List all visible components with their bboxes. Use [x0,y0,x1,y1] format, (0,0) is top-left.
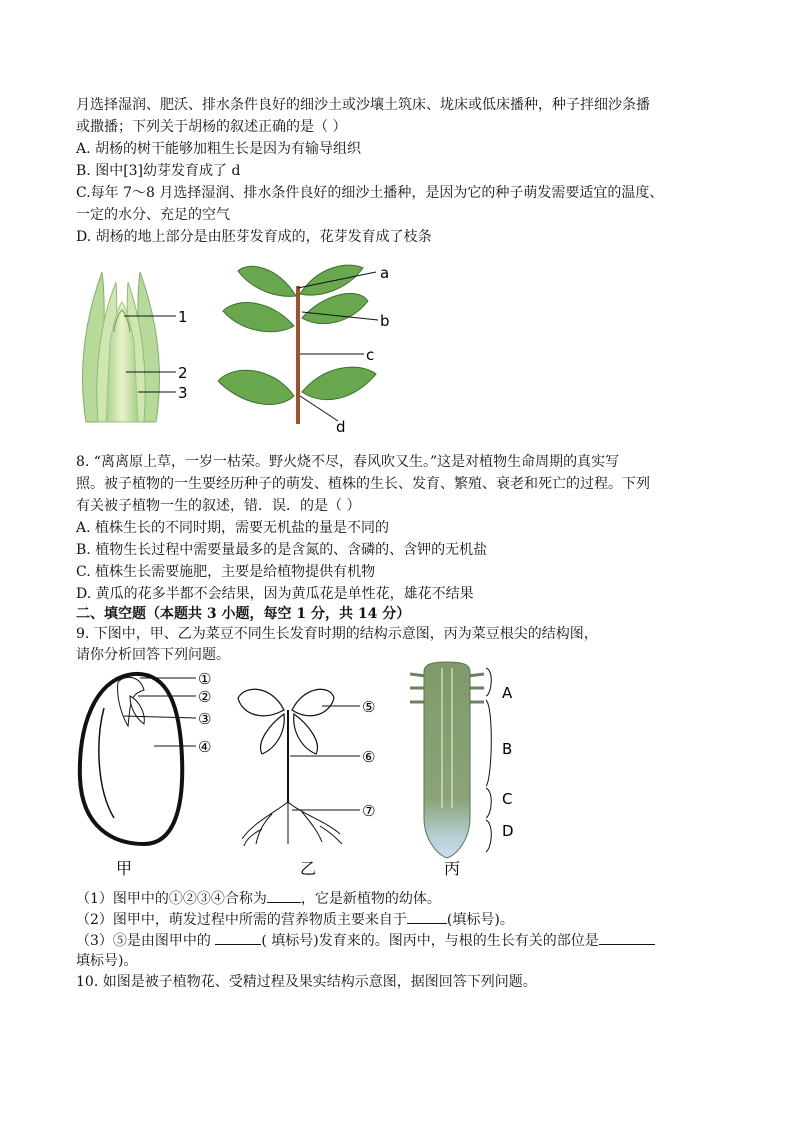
q9-stem-line-2: 请你分析回答下列问题。 [76,647,230,663]
bud-label-3: 3 [178,384,188,402]
q7-option-a: A. 胡杨的树干能够加粗生长是因为有输导组织 [76,141,362,157]
seedling-figure [232,674,392,880]
q8-option-a: A. 植株生长的不同时期，需要无机盐的量是不同的 [76,520,390,536]
plant-label-6: ⑥ [362,748,376,766]
root-label-b: B [502,740,513,758]
bud-label-2: 2 [178,364,188,382]
stem-label-b: b [380,312,390,330]
seed-figure [74,668,234,878]
bud-label-1: 1 [178,308,188,326]
root-label-c: C [502,790,513,808]
q9-stem-line-1: 9. 下图中，甲、乙为菜豆不同生长发育时期的结构示意图，丙为菜豆根尖的结构图， [76,626,598,642]
q9-sub-1 [76,888,441,909]
q8-option-c: C. 植株生长需要施肥，主要是给植物提供有机物 [76,564,376,580]
section-heading: 二、填空题（本题共 3 小题，每空 1 分，共 14 分） [76,606,411,622]
q9-blank-3[interactable] [215,930,261,945]
q7-option-c-line-1: C.每年 7～8 月选择湿润、排水条件良好的细沙土播种，是因为它的种子萌发需要适宜的温度、 [76,185,664,201]
q9-sub-2 [76,909,514,930]
q10-stem: 10. 如图是被子植物花、受精过程及果实结构示意图，据图回答下列问题。 [76,974,537,990]
q9-sub-3-text-b: ( 填标号)发育来的。图丙中，与根的生长有关的部位是 [261,933,599,949]
seed-label-2: ② [198,688,212,706]
stem-label-a: a [380,264,390,282]
q9-sub-1-text-b: ，它是新植物的幼体。 [300,891,441,907]
caption-bing: 丙 [444,859,461,878]
q7-stem-line-2: 或撒播；下列关于胡杨的叙述正确的是（ ） [76,119,347,135]
q8-stem-line-1: 8. “离离原上草，一岁一枯荣。野火烧不尽，春风吹又生。”这是对植物生命周期的真实写 [76,454,620,470]
seed-label-3: ③ [198,710,212,728]
q9-blank-4[interactable] [599,930,655,945]
q7-option-c-line-2: 一定的水分、充足的空气 [76,207,230,223]
root-tip-figure [402,658,532,880]
q9-sub-3-cont: 填标号)。 [76,953,138,969]
root-label-a: A [502,684,513,702]
stem-leaves-figure [218,256,408,436]
plant-label-7: ⑦ [362,802,376,820]
q7-option-d: D. 胡杨的地上部分是由胚芽发育成的，花芽发育成了枝条 [76,229,432,245]
q9-sub-3 [76,930,655,951]
root-label-d: D [502,822,514,840]
q9-sub-2-text-b: (填标号)。 [446,912,514,928]
q9-blank-1[interactable] [267,888,301,903]
plant-label-5: ⑤ [362,698,376,716]
q8-stem-line-3: 有关被子植物一生的叙述，错．误．的是（ ） [76,498,361,514]
q7-stem-line-1: 月选择湿润、肥沃、排水条件良好的细沙土或沙壤土筑床、垅床或低床播种，种子拌细沙条播 [76,97,650,113]
q7-option-b: B. 图中[3]幼芽发育成了 d [76,163,241,179]
q8-option-d: D. 黄瓜的花多半都不会结果，因为黄瓜花是单性花，雄花不结果 [76,586,474,602]
q9-sub-2-text-a: （2）图甲中，萌发过程中所需的营养物质主要来自于 [76,912,407,928]
q8-option-b: B. 植物生长过程中需要量最多的是含氮的、含磷的、含钾的无机盐 [76,542,488,558]
seed-label-4: ④ [198,738,212,756]
q9-sub-1-text-a: （1）图甲中的①②③④合称为 [76,891,267,907]
caption-yi: 乙 [300,859,317,878]
bud-section-figure [76,262,206,432]
caption-jia: 甲 [116,859,133,878]
seed-label-1: ① [198,670,212,688]
stem-label-c: c [366,346,375,364]
q8-stem-line-2: 照。被子植物的一生要经历种子的萌发、植株的生长、发育、繁殖、衰老和死亡的过程。下列 [76,476,650,492]
q9-sub-3-text-a: （3）⑤是由图甲中的 [76,933,216,949]
q9-blank-2[interactable] [407,909,447,924]
stem-label-d: d [336,418,346,436]
